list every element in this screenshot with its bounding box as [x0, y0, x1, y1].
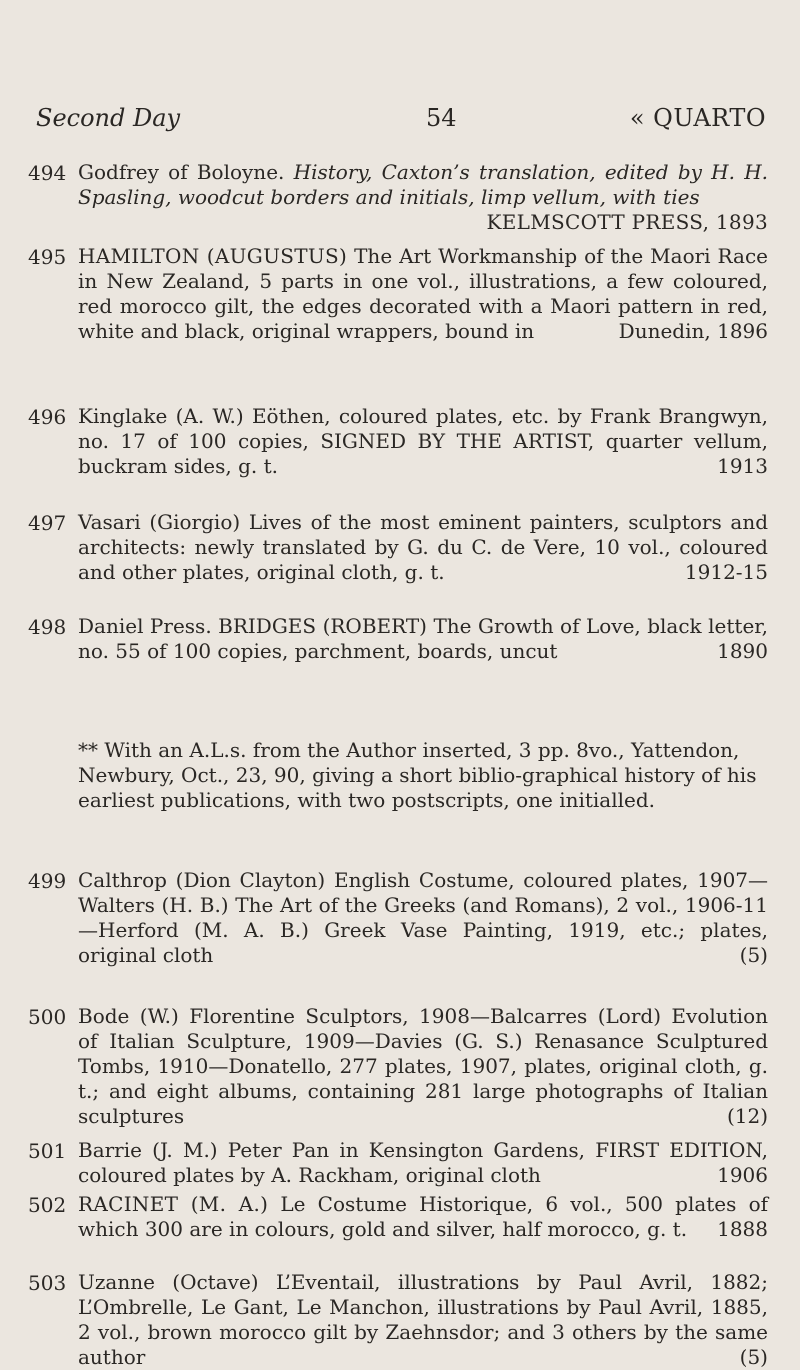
lot-text: English Costume, coloured plates, 1907—Walters (H. B.) The Art of the Greeks (and Romans), 2 vol., 1906-11—Herford (M. A. B.) Greek Vase Painting, 1919, etc.; plates, original cloth	[78, 868, 769, 967]
lot-description	[78, 614, 768, 664]
lot-imprint: (5)	[739, 1345, 768, 1369]
lot-author: Calthrop (Dion Clayton)	[78, 868, 326, 892]
lot-text: Peter Pan in Kensington Gardens, FIRST EDITION, coloured plates by A. Rackham, original cloth	[78, 1138, 769, 1187]
lot-number: 498	[28, 615, 67, 639]
lot-description	[78, 510, 768, 585]
lot-imprint: 1913	[717, 454, 768, 478]
lot-number: 494	[28, 161, 67, 185]
lot-number: 499	[28, 869, 67, 893]
lot-author: Daniel Press. BRIDGES (ROBERT)	[78, 614, 427, 638]
lot-author: Godfrey of Boloyne.	[78, 160, 285, 184]
lot-imprint: (5)	[739, 943, 768, 967]
lot-text: The Growth of Love, black letter, no. 55 of 100 copies, parchment, boards, uncut	[78, 614, 769, 663]
lot-number: 503	[28, 1271, 67, 1295]
lot-author: Bode (W.)	[78, 1004, 179, 1028]
lot-description	[78, 1270, 768, 1370]
lot-imprint: 1888	[717, 1217, 768, 1241]
lot-text: Eöthen, coloured plates, etc. by Frank Brangwyn, no. 17 of 100 copies, SIGNED BY THE ARTIST, quarter vellum, buckram sides, g. t.	[78, 404, 769, 478]
lot-author: Kinglake (A. W.)	[78, 404, 244, 428]
header-day: Second Day	[36, 104, 181, 132]
lot-author: Barrie (J. M.)	[78, 1138, 218, 1162]
lot-description	[78, 1192, 768, 1242]
lot-description	[78, 1138, 768, 1188]
lot-text: The Art Workmanship of the Maori Race in New Zealand, 5 parts in one vol., illustrations, a few coloured, red morocco gilt, the edges decorated with a Maori pattern in red, white and black, original wrappers, bound in	[78, 244, 768, 343]
lot-imprint: Dunedin, 1896	[618, 319, 768, 343]
page-header	[36, 104, 766, 138]
lot-number: 500	[28, 1005, 67, 1029]
lot-description	[78, 160, 768, 235]
lot-number: 501	[28, 1139, 67, 1163]
lot-text: Le Costume Historique, 6 vol., 500 plates of which 300 are in colours, gold and silver, half morocco, g. t.	[78, 1192, 769, 1241]
lot-description	[78, 244, 768, 344]
lot-author: RACINET (M. A.)	[78, 1192, 269, 1216]
lot-imprint: 1890	[717, 639, 768, 663]
lot-description	[78, 404, 768, 479]
lot-number: 495	[28, 245, 67, 269]
lot-imprint: (12)	[726, 1104, 768, 1128]
lot-imprint: KELMSCOTT PRESS, 1893	[486, 210, 768, 234]
lot-author: Vasari (Giorgio)	[78, 510, 241, 534]
lot-text: Lives of the most eminent painters, sculptors and architects: newly translated by G. du C. de Vere, 10 vol., coloured and other plates, original cloth, g. t.	[78, 510, 769, 584]
lot-author: HAMILTON (AUGUSTUS)	[78, 244, 348, 268]
lot-author: Uzanne (Octave)	[78, 1270, 259, 1294]
page-number: 54	[426, 104, 457, 132]
lot-note: ** With an A.L.s. from the Author inserted, 3 pp. 8vo., Yattendon, Newbury, Oct., 23, 90, giving a short biblio-graphical history of his earliest publications, with two postscripts, one initialled.	[78, 738, 757, 812]
lot-text: History, Caxton’s translation, edited by H. H. Spasling, woodcut borders and initials, limp vellum, with ties	[78, 160, 769, 209]
lot-description	[78, 868, 768, 968]
lot-number: 497	[28, 511, 67, 535]
header-section: « QUARTO	[629, 104, 766, 132]
lot-imprint: 1912-15	[684, 560, 768, 584]
lot-description	[78, 1004, 768, 1129]
lot-text: L’Eventail, illustrations by Paul Avril, 1882; L’Ombrelle, Le Gant, Le Manchon, illustrations by Paul Avril, 1885, 2 vol., brown morocco gilt by Zaehnsdor; and 3 others by the same author	[78, 1270, 768, 1369]
lot-number: 502	[28, 1193, 67, 1217]
header-section-label: QUARTO	[653, 104, 766, 132]
lot-imprint: 1906	[717, 1163, 768, 1187]
lot-text: Florentine Sculptors, 1908—Balcarres (Lord) Evolution of Italian Sculpture, 1909—Davies (G. S.) Renasance Sculptured Tombs, 1910—Donatello, 277 plates, 1907, plates, original cloth, g. t.; and eight albums, containing 281 large photographs of Italian sculptures	[78, 1004, 768, 1128]
lot-number: 496	[28, 405, 67, 429]
